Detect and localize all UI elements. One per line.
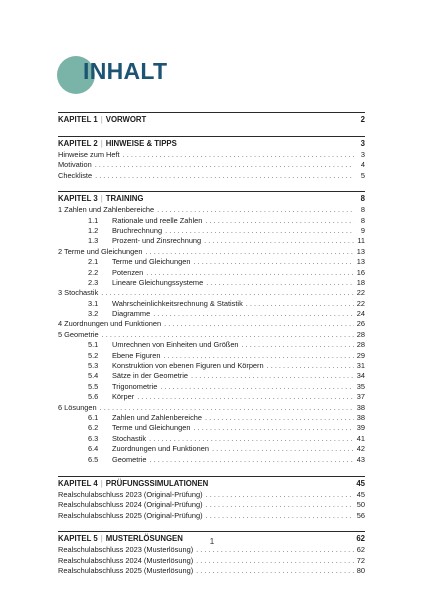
toc-section-entry[interactable] <box>58 500 365 510</box>
chapter-separator: | <box>100 139 103 148</box>
dot-leader <box>165 226 354 235</box>
entry-page-number: 31 <box>356 361 365 371</box>
entry-page-number: 18 <box>356 277 365 287</box>
dot-leader <box>101 288 354 297</box>
entry-number: 6.3 <box>88 433 99 443</box>
entry-page-number: 34 <box>356 371 365 381</box>
toc-subsection-entry[interactable] <box>58 392 365 402</box>
entry-page-number: 41 <box>356 433 365 443</box>
entry-title: 6 Lösungen <box>58 402 97 412</box>
dot-leader <box>100 403 354 412</box>
toc-subsection-entry[interactable] <box>58 226 365 236</box>
entry-page-number: 26 <box>356 319 365 329</box>
chapter-page-number: 3 <box>360 139 365 148</box>
toc-subsection-entry[interactable] <box>58 423 365 433</box>
chapter-title: HINWEISE & TIPPS <box>105 139 177 148</box>
dot-leader <box>193 257 353 266</box>
entry-page-number: 4 <box>360 160 365 170</box>
dot-leader <box>102 330 354 339</box>
toc-subsection-entry[interactable] <box>58 299 365 309</box>
entry-number: 5.4 <box>88 371 99 381</box>
entry-page-number: 50 <box>356 500 365 510</box>
entry-page-number: 3 <box>360 150 365 159</box>
toc-section-entry[interactable] <box>58 288 365 298</box>
chapter-divider <box>58 112 365 113</box>
entry-title: Stochastik <box>112 433 147 443</box>
entry-page-number: 42 <box>356 444 365 454</box>
entry-page-number: 13 <box>356 246 365 256</box>
entry-page-number: 39 <box>356 423 365 433</box>
entry-title: Realschulabschluss 2023 (Original-Prüfung) <box>58 489 203 499</box>
toc-subsection-entry[interactable] <box>58 371 365 381</box>
toc-chapter <box>58 476 365 521</box>
toc-chapter <box>58 112 365 126</box>
toc-subsection-entry[interactable] <box>58 444 365 454</box>
entry-page-number: 9 <box>360 225 365 235</box>
dot-leader <box>196 566 354 575</box>
chapter-label: KAPITEL 1 <box>58 115 98 124</box>
entry-title: Rationale und reelle Zahlen <box>112 215 203 225</box>
toc-subsection-entry[interactable] <box>58 361 365 371</box>
dot-leader <box>206 490 354 499</box>
entry-number: 3.1 <box>88 298 99 308</box>
chapter-title: TRAINING <box>105 194 144 204</box>
entry-page-number: 5 <box>360 170 365 180</box>
entry-title: Zahlen und Zahlenbereiche <box>112 412 202 422</box>
entry-page-number: 28 <box>356 340 365 350</box>
toc-subsection-entry[interactable] <box>58 340 365 350</box>
toc-subsection-entry[interactable] <box>58 413 365 423</box>
entry-page-number: 38 <box>356 402 365 412</box>
dot-leader <box>242 340 354 349</box>
chapter-title: MUSTERLÖSUNGEN <box>105 534 183 544</box>
toc-section-entry[interactable] <box>58 330 365 340</box>
entry-page-number: 80 <box>356 565 365 575</box>
entry-number: 1.3 <box>88 236 99 246</box>
entry-number: 6.4 <box>88 444 99 454</box>
entry-number: 1.2 <box>88 225 99 235</box>
toc-section-entry[interactable] <box>58 247 365 257</box>
page-number: 1 <box>209 537 215 546</box>
entry-number: 6.1 <box>88 412 99 422</box>
chapter-page-number: 62 <box>356 534 365 544</box>
toc-section-entry[interactable] <box>58 490 365 500</box>
entry-number: 2.1 <box>88 257 99 267</box>
entry-page-number: 56 <box>356 510 365 520</box>
toc-subsection-entry[interactable] <box>58 382 365 392</box>
entry-title: Realschulabschluss 2024 (Musterlösung) <box>58 555 194 565</box>
entry-title: Realschulabschluss 2025 (Musterlösung) <box>58 565 194 575</box>
entry-page-number: 38 <box>356 412 365 422</box>
chapter-heading[interactable] <box>58 194 365 205</box>
entry-page-number: 8 <box>360 205 365 215</box>
entry-number: 5.3 <box>88 361 99 371</box>
entry-page-number: 11 <box>357 236 365 246</box>
chapter-label: KAPITEL 5 <box>58 534 98 544</box>
entry-title: Bruchrechnung <box>112 225 163 235</box>
chapter-separator: | <box>100 534 103 544</box>
entry-page-number: 16 <box>356 267 365 277</box>
toc-section-entry[interactable] <box>58 566 365 576</box>
entry-title: Realschulabschluss 2024 (Original-Prüfung) <box>58 500 203 510</box>
dot-leader <box>206 511 354 520</box>
toc-subsection-entry[interactable] <box>58 309 365 319</box>
page-title: INHALT <box>83 58 168 84</box>
chapter-divider <box>58 136 365 137</box>
toc-section-entry[interactable] <box>58 545 365 555</box>
dot-leader <box>149 434 354 443</box>
dot-leader <box>146 268 354 277</box>
toc-section-entry[interactable] <box>58 205 365 215</box>
entry-title: Umrechnen von Einheiten und Größen <box>112 340 239 350</box>
entry-page-number: 45 <box>356 489 365 499</box>
toc-subsection-entry[interactable] <box>58 216 365 226</box>
chapter-label: KAPITEL 2 <box>58 139 98 148</box>
entry-page-number: 72 <box>356 555 365 565</box>
entry-title: Potenzen <box>112 267 144 277</box>
entry-page-number: 22 <box>356 298 365 308</box>
chapter-separator: | <box>100 478 103 488</box>
dot-leader <box>150 455 354 464</box>
entry-title: Motivation <box>58 160 92 170</box>
dot-leader <box>137 392 354 401</box>
entry-title: Hinweise zum Heft <box>58 150 120 159</box>
entry-title: Diagramme <box>112 309 151 319</box>
dot-leader <box>160 382 353 391</box>
dot-leader <box>196 545 354 554</box>
entry-title: 4 Zuordnungen und Funktionen <box>58 319 162 329</box>
chapter-divider <box>58 191 365 192</box>
entry-title: Ebene Figuren <box>112 350 161 360</box>
dot-leader <box>206 278 354 287</box>
entry-number: 3.2 <box>88 309 99 319</box>
entry-page-number: 8 <box>360 215 365 225</box>
entry-number: 5.6 <box>88 392 99 402</box>
dot-leader <box>123 150 354 159</box>
dot-leader <box>205 216 354 225</box>
entry-page-number: 29 <box>356 350 365 360</box>
dot-leader <box>267 361 354 370</box>
entry-title: Checkliste <box>58 170 93 180</box>
toc-subsection-entry[interactable] <box>58 351 365 361</box>
dot-leader <box>204 236 354 245</box>
toc-section-entry[interactable] <box>58 319 365 329</box>
entry-page-number: 43 <box>356 454 365 464</box>
entry-title: 3 Stochastik <box>58 288 99 298</box>
page-heading <box>57 55 187 95</box>
entry-page-number: 62 <box>356 545 365 555</box>
toc-section-entry[interactable] <box>58 556 365 566</box>
entry-title: Zuordnungen und Funktionen <box>112 444 209 454</box>
entry-page-number: 28 <box>356 329 365 339</box>
entry-title: 5 Geometrie <box>58 329 99 339</box>
entry-title: Lineare Gleichungssysteme <box>112 277 204 287</box>
entry-page-number: 24 <box>356 309 365 319</box>
toc-section-entry[interactable] <box>58 511 365 521</box>
chapter-heading[interactable] <box>58 479 365 490</box>
entry-title: Realschulabschluss 2023 (Musterlösung) <box>58 545 194 555</box>
dot-leader <box>157 205 354 214</box>
entry-number: 2.3 <box>88 277 99 287</box>
toc-section-entry[interactable] <box>58 160 365 170</box>
entry-number: 5.1 <box>88 340 99 350</box>
entry-title: Konstruktion von ebenen Figuren und Körpern <box>112 361 264 371</box>
dot-leader <box>163 351 353 360</box>
entry-number: 6.5 <box>88 454 99 464</box>
entry-title: Terme und Gleichungen <box>112 423 191 433</box>
entry-number: 5.5 <box>88 381 99 391</box>
toc-section-entry[interactable] <box>58 403 365 413</box>
dot-leader <box>246 299 354 308</box>
dot-leader <box>212 444 354 453</box>
toc-chapter <box>58 136 365 181</box>
entry-number: 1.1 <box>88 215 99 225</box>
chapter-label: KAPITEL 4 <box>58 478 98 488</box>
entry-title: Sätze in der Geometrie <box>112 371 188 381</box>
entry-page-number: 35 <box>356 381 365 391</box>
chapter-title: PRÜFUNGSSIMULATIONEN <box>105 478 209 488</box>
entry-title: Trigonometrie <box>112 381 158 391</box>
dot-leader <box>95 171 354 180</box>
chapter-page-number: 2 <box>360 115 365 124</box>
chapter-divider <box>58 476 365 477</box>
toc-subsection-entry[interactable] <box>58 278 365 288</box>
toc-subsection-entry[interactable] <box>58 257 365 267</box>
toc-subsection-entry[interactable] <box>58 434 365 444</box>
entry-title: Körper <box>112 392 135 402</box>
entry-title: Geometrie <box>112 454 147 464</box>
entry-title: Prozent- und Zinsrechnung <box>112 236 202 246</box>
entry-number: 6.2 <box>88 423 99 433</box>
chapter-label: KAPITEL 3 <box>58 194 98 204</box>
dot-leader <box>205 413 354 422</box>
dot-leader <box>191 371 354 380</box>
entry-title: Realschulabschluss 2025 (Original-Prüfung) <box>58 510 203 520</box>
chapter-heading[interactable] <box>58 139 365 150</box>
chapter-separator: | <box>100 194 103 204</box>
toc-section-entry[interactable] <box>58 150 365 160</box>
dot-leader <box>193 423 353 432</box>
dot-leader <box>206 500 354 509</box>
entry-number: 5.2 <box>88 350 99 360</box>
entry-title: 2 Terme und Gleichungen <box>58 246 143 256</box>
dot-leader <box>95 160 354 169</box>
entry-page-number: 13 <box>356 257 365 267</box>
chapter-page-number: 45 <box>356 478 365 488</box>
toc-subsection-entry[interactable] <box>58 236 365 246</box>
dot-leader <box>153 309 354 318</box>
dot-leader <box>196 556 354 565</box>
entry-page-number: 22 <box>356 288 365 298</box>
entry-page-number: 37 <box>356 392 365 402</box>
dot-leader <box>146 247 354 256</box>
chapter-heading[interactable] <box>58 115 365 126</box>
toc-subsection-entry[interactable] <box>58 455 365 465</box>
toc-subsection-entry[interactable] <box>58 268 365 278</box>
entry-title: Wahrscheinlichkeitsrechnung & Statistik <box>112 298 243 308</box>
chapter-divider <box>58 531 365 532</box>
chapter-page-number: 8 <box>360 194 365 204</box>
chapter-title: VORWORT <box>105 115 147 124</box>
entry-title: Terme und Gleichungen <box>112 257 191 267</box>
dot-leader <box>164 319 354 328</box>
chapter-separator: | <box>100 115 103 124</box>
toc-chapter <box>58 191 365 465</box>
table-of-contents <box>58 112 365 576</box>
toc-section-entry[interactable] <box>58 171 365 181</box>
entry-title: 1 Zahlen und Zahlenbereiche <box>58 205 155 215</box>
entry-number: 2.2 <box>88 267 99 277</box>
